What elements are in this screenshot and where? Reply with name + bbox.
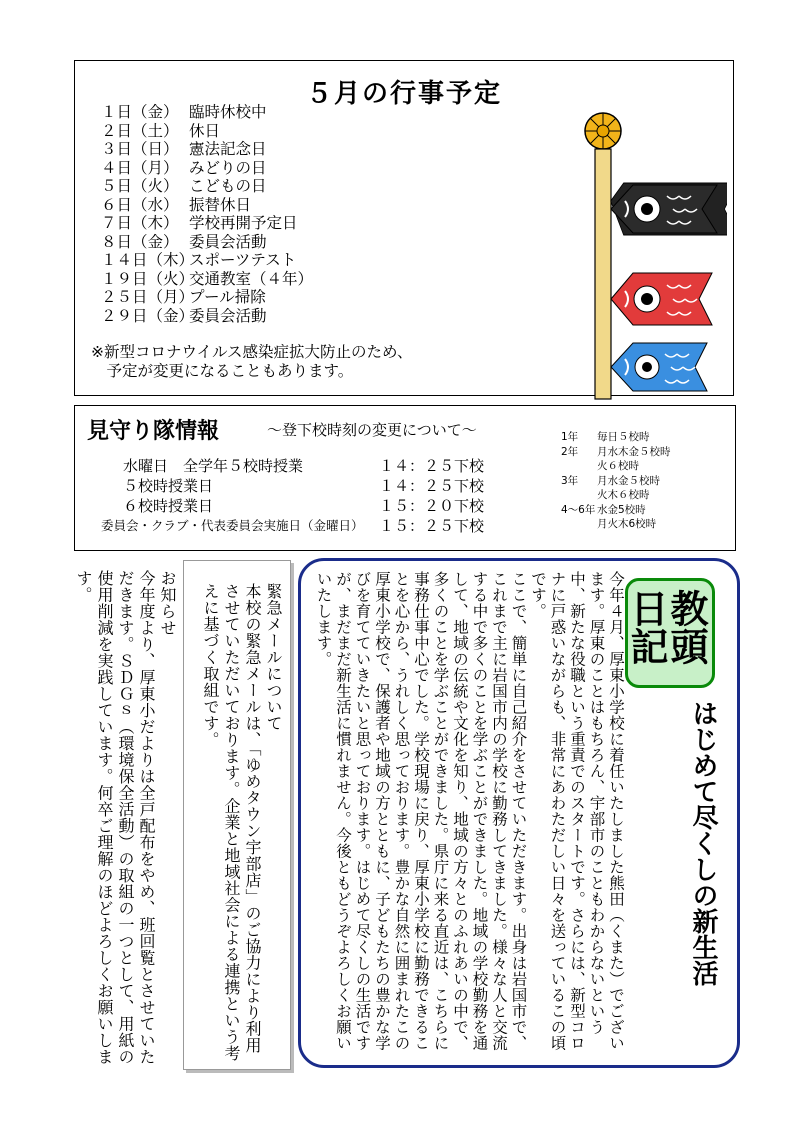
schedule-periods: 火木６校時	[597, 489, 650, 501]
dismissal-row	[123, 476, 484, 496]
column-body: 今年４月、厚東小学校に着任いたしました熊田（くまた）でございます。厚東のことはもちろん、宇部市のこともわからないという中、新たな役職という重責でのスタートです。さらには、新型コロナに戸惑いながらも、非常にあわただしい日々を送っているこの頃です。 ここで、簡単に自己紹介をさせていただきます。出身は岩国市で、これまで主に岩国市内の学校に勤務してきました。様々な人と交流する中で多くのことを学ぶことができました。地域の学校勤務を通して、地域の伝統や文化を知り、地域の方々とのふれあいの中で、多くのことを学ぶことができました。県庁に来る直近は、こちらに事務仕事中心でした。学校現場に戻り、厚東小学校に勤務できることを心から、うれしく思っております。豊かな自然に囲まれたこの厚東小学校で、保護者や地域の方とともに、子どもたちの豊かな学びを育てていきたいと思っております。はじめて尽くしの生活ですが、まだまだ新生活に慣れません。今後ともどうぞよろしくお願いいたします。	[314, 571, 625, 1051]
column-headline: はじめて尽くしの新生活	[688, 700, 718, 986]
dismissal-label: ６校時授業日	[123, 497, 214, 515]
event-row	[101, 177, 313, 196]
schedule-row	[561, 503, 671, 518]
mimamori-title: 見守り隊情報	[87, 419, 220, 444]
dismissal-row	[123, 456, 484, 476]
red-carp	[611, 273, 712, 325]
schedule-periods: 毎日５校時	[597, 431, 650, 443]
event-date: １日（金）	[101, 103, 179, 121]
stamp-right: 教頭	[664, 589, 708, 665]
event-row	[101, 122, 313, 141]
event-date: ２日（土）	[101, 121, 179, 140]
flag-pole	[595, 149, 611, 399]
schedule-periods: 月火木6校時	[597, 518, 657, 530]
event-name: 委員会活動	[189, 232, 267, 251]
event-row	[101, 159, 313, 178]
event-date: １４日（木）	[101, 251, 195, 269]
blue-carp	[611, 343, 707, 391]
dismissal-row	[101, 516, 485, 536]
event-name: 振替休日	[189, 195, 252, 214]
event-name: こどもの日	[189, 177, 267, 195]
event-row	[101, 270, 313, 289]
dismissal-time: １５：２０下校	[379, 497, 485, 515]
event-name: 委員会活動	[189, 306, 267, 325]
grade-schedule	[561, 430, 671, 532]
event-date: ２５日（月）	[101, 288, 195, 306]
schedule-grade: 4～6年	[561, 503, 596, 516]
event-name: みどりの日	[189, 158, 267, 177]
schedule-grade	[561, 459, 597, 474]
event-row	[101, 214, 313, 233]
event-date: ２９日（金）	[101, 306, 195, 325]
schedule-grade	[561, 488, 597, 503]
dismissal-time: １４：２５下校	[379, 477, 485, 495]
dismissal-label: 委員会・クラブ・代表委員会実施日（金曜日）	[101, 518, 364, 533]
emergency-box	[183, 560, 291, 1070]
schedule-grade: 3年	[561, 474, 579, 487]
event-name: プール掃除	[189, 288, 266, 306]
event-row	[101, 307, 313, 326]
event-date: ６日（水）	[101, 195, 179, 214]
event-name: スポーツテスト	[189, 251, 297, 269]
pole-ornament	[585, 113, 621, 149]
event-date: ８日（金）	[101, 232, 179, 251]
notice-text: お知らせ 今年度より、厚東小だよりは全戸配布をやめ、班回覧とさせていただきます。ＳＤＧｓ（環境保全活動）の取組の一つとして、用紙の使用削減を実践しています。何卒ご理解のほどよろしくお願いします。	[74, 570, 177, 1065]
schedule-row	[561, 445, 671, 460]
event-row	[101, 140, 313, 159]
event-row	[101, 196, 313, 215]
schedule-grade: 1年	[561, 431, 579, 443]
events-box	[74, 60, 734, 396]
schedule-row	[561, 459, 671, 474]
event-row	[101, 103, 313, 122]
events-title: ５月の行事予定	[305, 79, 502, 109]
events-note: ※新型コロナウイルス感染症拡大防止のため、 予定が変更になることもあります。	[91, 343, 413, 380]
schedule-row	[561, 430, 671, 445]
dismissal-time: １５：２５下校	[379, 517, 485, 535]
stamp-left: 日記	[624, 589, 668, 665]
schedule-periods: 火６校時	[597, 460, 639, 472]
schedule-row	[561, 517, 671, 532]
emergency-text: 緊急メールについて 本校の緊急メールは、「ゆめタウン宇部店」のご協力により利用させていただいております。企業と地域社会による連携という考えに基づく取組です。	[201, 583, 283, 1062]
schedule-row	[561, 488, 671, 503]
schedule-row	[561, 474, 671, 489]
koinobori-illustration	[507, 101, 727, 401]
events-list	[101, 103, 313, 325]
dismissal-time: １４：２５下校	[379, 457, 485, 475]
event-name: 臨時休校中	[189, 103, 267, 121]
schedule-periods: 月水木金５校時	[597, 445, 671, 458]
black-carp	[611, 183, 727, 235]
schedule-grade	[561, 517, 597, 532]
event-row	[101, 233, 313, 252]
event-date: ４日（月）	[101, 158, 179, 177]
event-date: ７日（木）	[101, 214, 179, 232]
event-name: 休日	[189, 121, 221, 140]
dismissal-label: 水曜日 全学年５校時授業	[123, 457, 304, 475]
mimamori-box	[74, 405, 736, 551]
dismissal-times	[101, 456, 485, 536]
column-stamp	[625, 578, 715, 688]
event-date: ５日（火）	[101, 177, 179, 195]
schedule-periods: 月水金５校時	[597, 474, 660, 487]
dismissal-label: ５校時授業日	[123, 477, 214, 495]
event-name: 学校再開予定日	[189, 214, 298, 232]
event-row	[101, 251, 313, 270]
schedule-periods: 水金5校時	[597, 503, 646, 516]
event-row	[101, 288, 313, 307]
event-name: 憲法記念日	[189, 140, 267, 158]
event-name: 交通教室（４年）	[189, 269, 314, 288]
event-date: ３日（日）	[101, 140, 179, 158]
dismissal-row	[123, 496, 484, 516]
schedule-grade: 2年	[561, 445, 579, 458]
event-date: １９日（火）	[101, 269, 195, 288]
mimamori-subtitle: ～登下校時刻の変更について～	[267, 421, 477, 439]
